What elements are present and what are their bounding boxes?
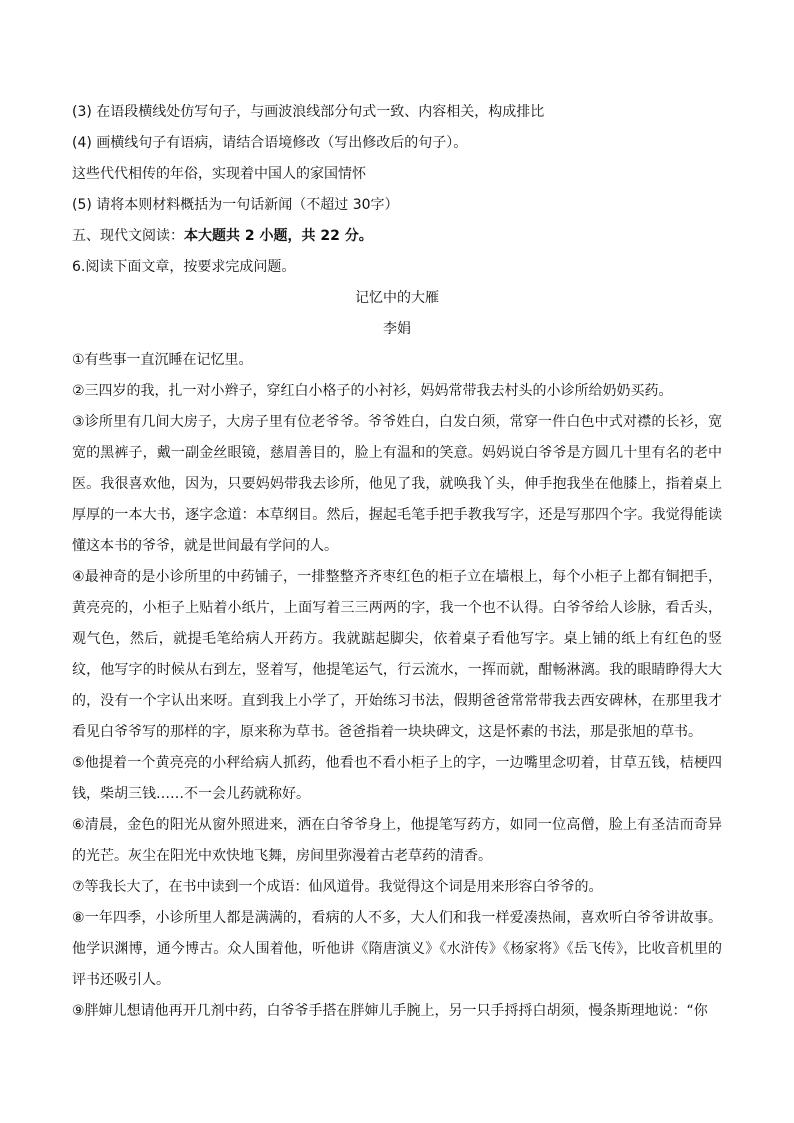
section-heading-prefix: 五、现代文阅读：: [72, 228, 184, 244]
section-heading: [72, 221, 722, 252]
article-paragraph-2: ②三四岁的我，扎一对小辫子，穿红白小格子的小衬衫，妈妈常带我去村头的小诊所给奶奶买药。: [72, 383, 673, 399]
article-paragraph-9: ⑨胖婶儿想请他再开几剂中药，白爷爷手搭在胖婶儿手腕上，另一只手捋捋白胡须，慢条斯理地说：“你: [72, 1003, 708, 1019]
question-4: (4) 画横线句子有语病，请结合语境修改（写出修改后的句子）。: [72, 135, 468, 151]
article-paragraph-3: ③诊所里有几间大房子，大房子里有位老爷爷。爷爷姓白，白发白须，常穿一件白色中式对襟的长衫，宽宽的黑裤子，戴一副金丝眼镜，慈眉善目的，脸上有温和的笑意。妈妈说白爷爷是方圆几十里有名的老中医。我很喜欢他，因为，只要妈妈带我去诊所，他见了我，就唤我丫头，伸手抱我坐在他膝上，指着桌上厚厚的一本大书，逐字念道：本草纲目。然后，握起毛笔手把手教我写字，还是写那四个字。我觉得能读懂这本书的爷爷，就是世间最有学问的人。: [72, 414, 722, 554]
question-3: (3) 在语段横线处仿写句子，与画波浪线部分句式一致、内容相关，构成排比: [72, 104, 545, 120]
article-paragraph-4: ④最神奇的是小诊所里的中药铺子，一排整整齐齐枣红色的柜子立在墙根上，每个小柜子上都有铜把手，黄亮亮的，小柜子上贴着小纸片，上面写着三三两两的字，我一个也不认得。白爷爷给人诊脉，看舌头，观气色，然后，就提毛笔给病人开药方。我就踮起脚尖，依着桌子看他写字。桌上铺的纸上有红色的竖纹，他写字的时候从右到左，竖着写，他提笔运气，行云流水，一挥而就，酣畅淋漓。我的眼睛睁得大大的，没有一个字认出来呀。直到我上小学了，开始练习书法，假期爸爸常常带我去西安碑林，在那里我才看见白爷爷写的那样的字，原来称为草书。爸爸指着一块块碑文，这是怀素的书法，那是张旭的草书。: [72, 569, 722, 740]
question-6: 6.阅读下面文章，按要求完成问题。: [72, 259, 296, 275]
article-paragraph-6: ⑥清晨，金色的阳光从窗外照进来，洒在白爷爷身上，他提笔写药方，如同一位高僧，脸上有圣洁而奇异的光芒。灰尘在阳光中欢快地飞舞，房间里弥漫着古老草药的清香。: [72, 817, 722, 864]
question-5: (5) 请将本则材料概括为一句话新闻（不超过 30字）: [72, 197, 399, 213]
question-4-sentence: 这些代代相传的年俗，实现着中国人的家国情怀: [72, 166, 366, 182]
article-title: 记忆中的大雁: [355, 290, 439, 306]
article-paragraph-5: ⑤他提着一个黄亮亮的小秤给病人抓药，他看也不看小柜子上的字，一边嘴里念叨着，甘草五钱，桔梗四钱，柴胡三钱……不一会儿药就称好。: [72, 755, 722, 802]
section-heading-bold: 本大题共 2 小题，共 22 分。: [184, 228, 373, 244]
document-page: [72, 97, 722, 1027]
article-author: 李娟: [383, 321, 411, 337]
article-paragraph-1: ①有些事一直沉睡在记忆里。: [72, 352, 253, 368]
article-paragraph-8: ⑧一年四季，小诊所里人都是满满的，看病的人不多，大人们和我一样爱凑热闹，喜欢听白爷爷讲故事。他学识渊博，通今博古。众人围着他，听他讲《隋唐演义》《水浒传》《杨家将》《岳飞传》，比收音机里的评书还吸引人。: [72, 910, 722, 988]
article-paragraph-7: ⑦等我长大了，在书中读到一个成语：仙风道骨。我觉得这个词是用来形容白爷爷的。: [72, 879, 603, 895]
